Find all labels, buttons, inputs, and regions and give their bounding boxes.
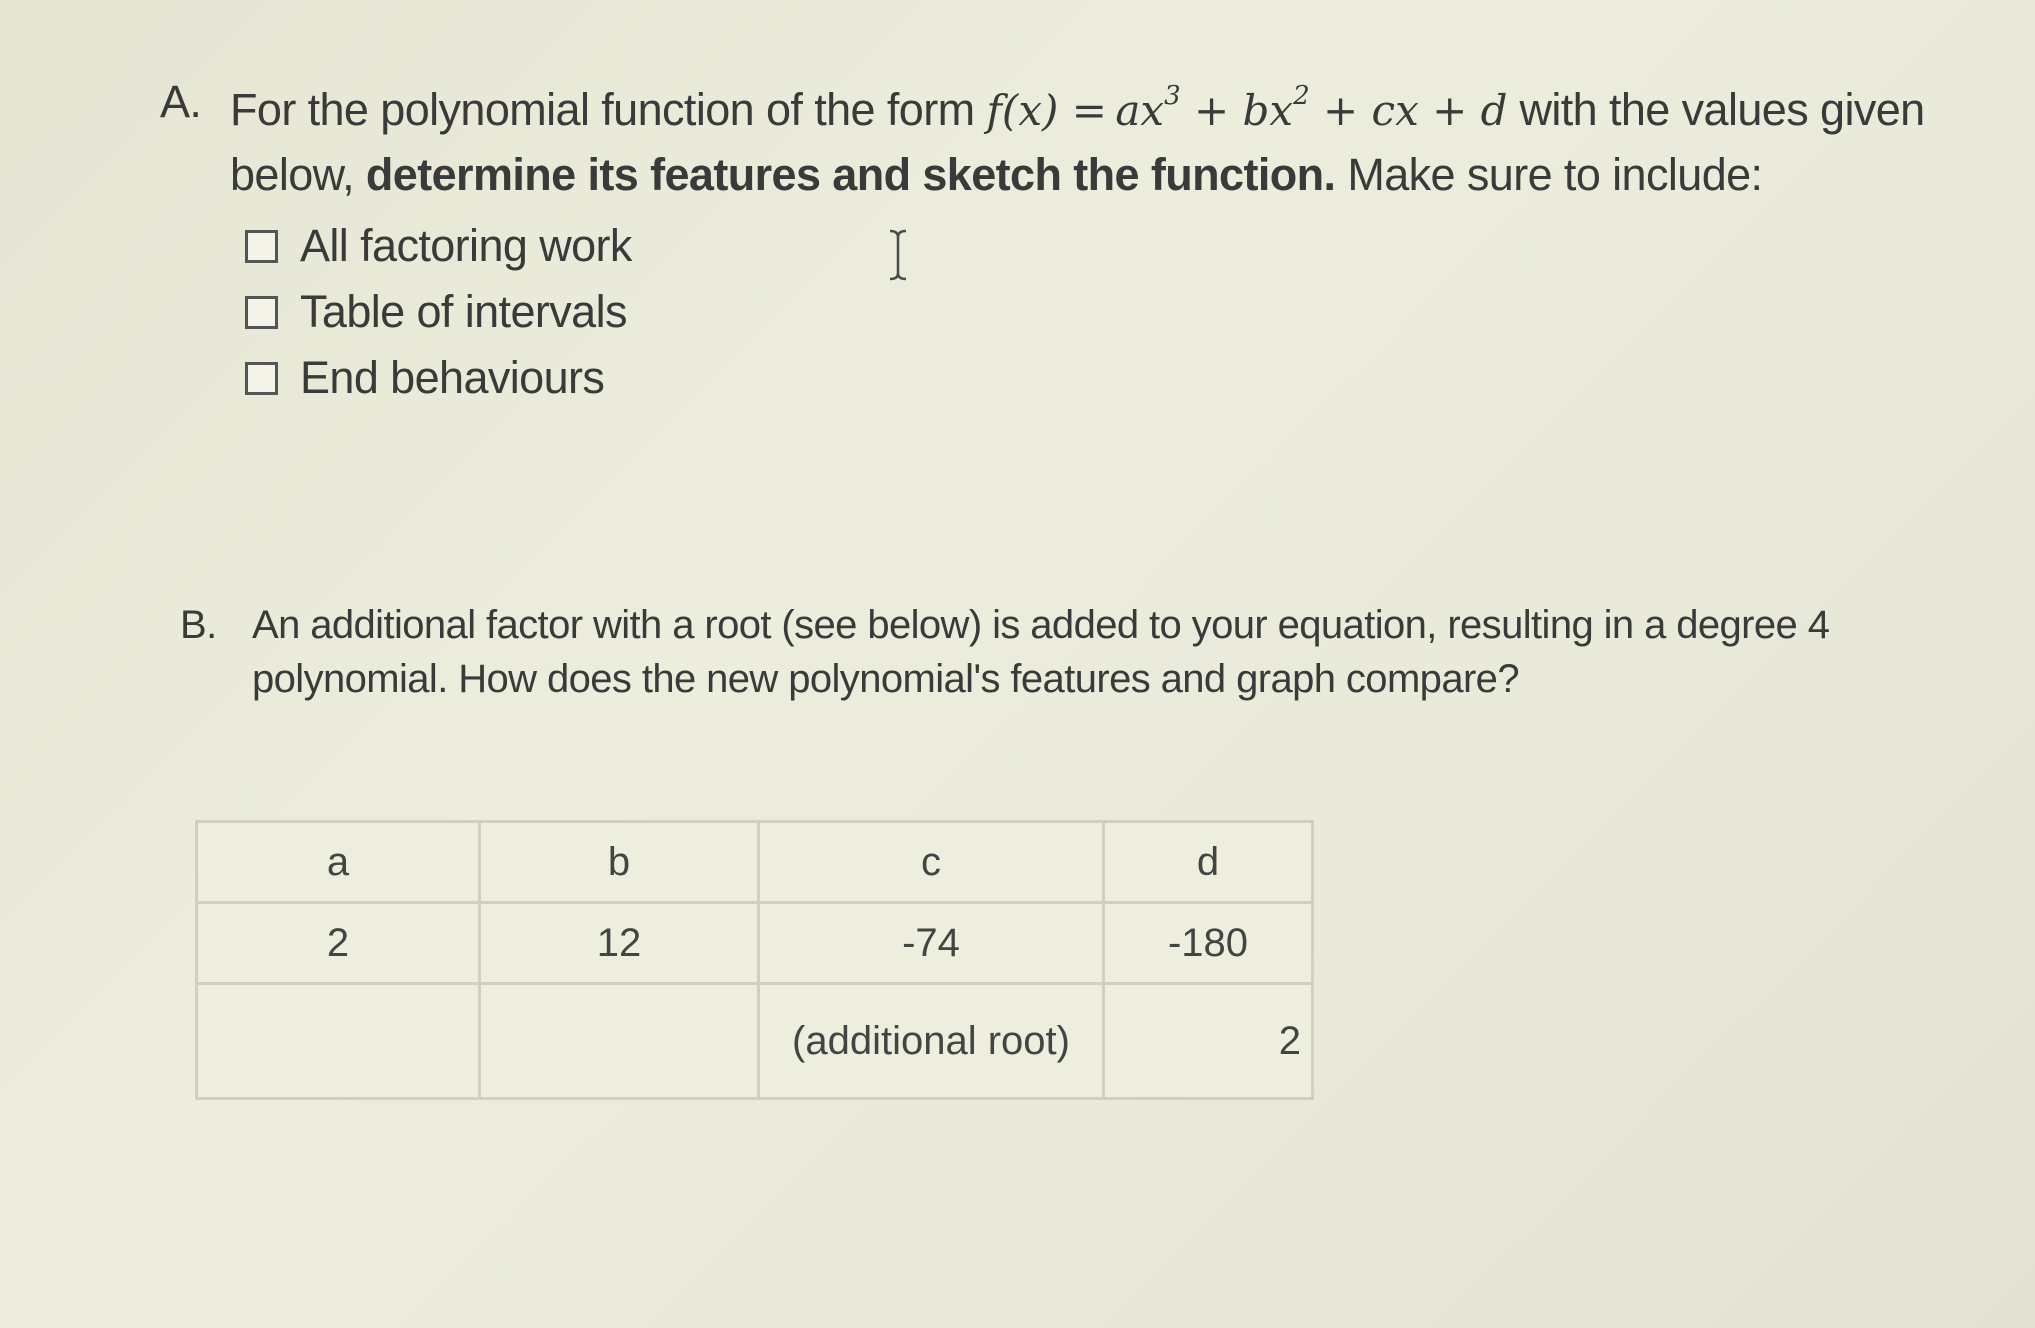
question-a-text (230, 70, 1940, 207)
question-b-text: An additional factor with a root (see below) is added to your equation, resulting in a degree 4 polynomial. How does the new polynomial's features and graph compare? (252, 603, 1830, 701)
question-a-instruction: determine its features and sketch the function. (365, 149, 1336, 200)
table-header-cell: c (759, 822, 1104, 903)
checklist-item[interactable] (245, 213, 1940, 279)
question-a (160, 70, 1940, 411)
table-cell-d: -180 (1104, 903, 1313, 984)
question-a-intro: For the polynomial function of the form (230, 84, 975, 135)
requirements-checklist (160, 213, 1940, 411)
table-cell-c: -74 (759, 903, 1104, 984)
table-cell-a: 2 (197, 903, 480, 984)
table-cell-empty (480, 984, 759, 1099)
question-a-after-formula: with the values given below, (230, 84, 1925, 200)
formula-rest: + cx + d (1323, 86, 1508, 135)
table-header-row (197, 822, 1313, 903)
additional-root-label: (additional root) (759, 984, 1104, 1099)
checklist-item[interactable] (245, 279, 1940, 345)
table-cell-b: 12 (480, 903, 759, 984)
question-b-marker: B. (180, 603, 217, 647)
polynomial-formula (986, 81, 1508, 135)
question-b (180, 598, 1960, 706)
checkbox-icon[interactable] (245, 296, 278, 329)
formula-plus: + (1193, 86, 1230, 135)
checkbox-icon[interactable] (245, 230, 278, 263)
formula-term-a: ax (1115, 86, 1165, 135)
coefficient-table (195, 820, 1314, 1100)
formula-exponent-3: 3 (1164, 81, 1181, 111)
checklist-item[interactable] (245, 345, 1940, 411)
checklist-label: All factoring work (300, 220, 632, 271)
text-cursor-icon (887, 228, 909, 282)
formula-lhs: f(x) = (986, 86, 1107, 135)
formula-exponent-2: 2 (1293, 81, 1310, 111)
question-a-prompt (160, 70, 1940, 207)
question-a-marker: A. (160, 76, 202, 127)
checkbox-icon[interactable] (245, 362, 278, 395)
question-b-prompt (180, 598, 1960, 706)
table-header-cell: d (1104, 822, 1313, 903)
table-header-cell: b (480, 822, 759, 903)
table-header-cell: a (197, 822, 480, 903)
question-a-tail: Make sure to include: (1347, 149, 1763, 200)
table-row (197, 984, 1313, 1099)
formula-term-b: bx (1242, 86, 1294, 135)
table-row (197, 903, 1313, 984)
additional-root-value: 2 (1104, 984, 1313, 1099)
checklist-label: Table of intervals (300, 286, 627, 337)
checklist-label: End behaviours (300, 352, 605, 403)
table-cell-empty (197, 984, 480, 1099)
